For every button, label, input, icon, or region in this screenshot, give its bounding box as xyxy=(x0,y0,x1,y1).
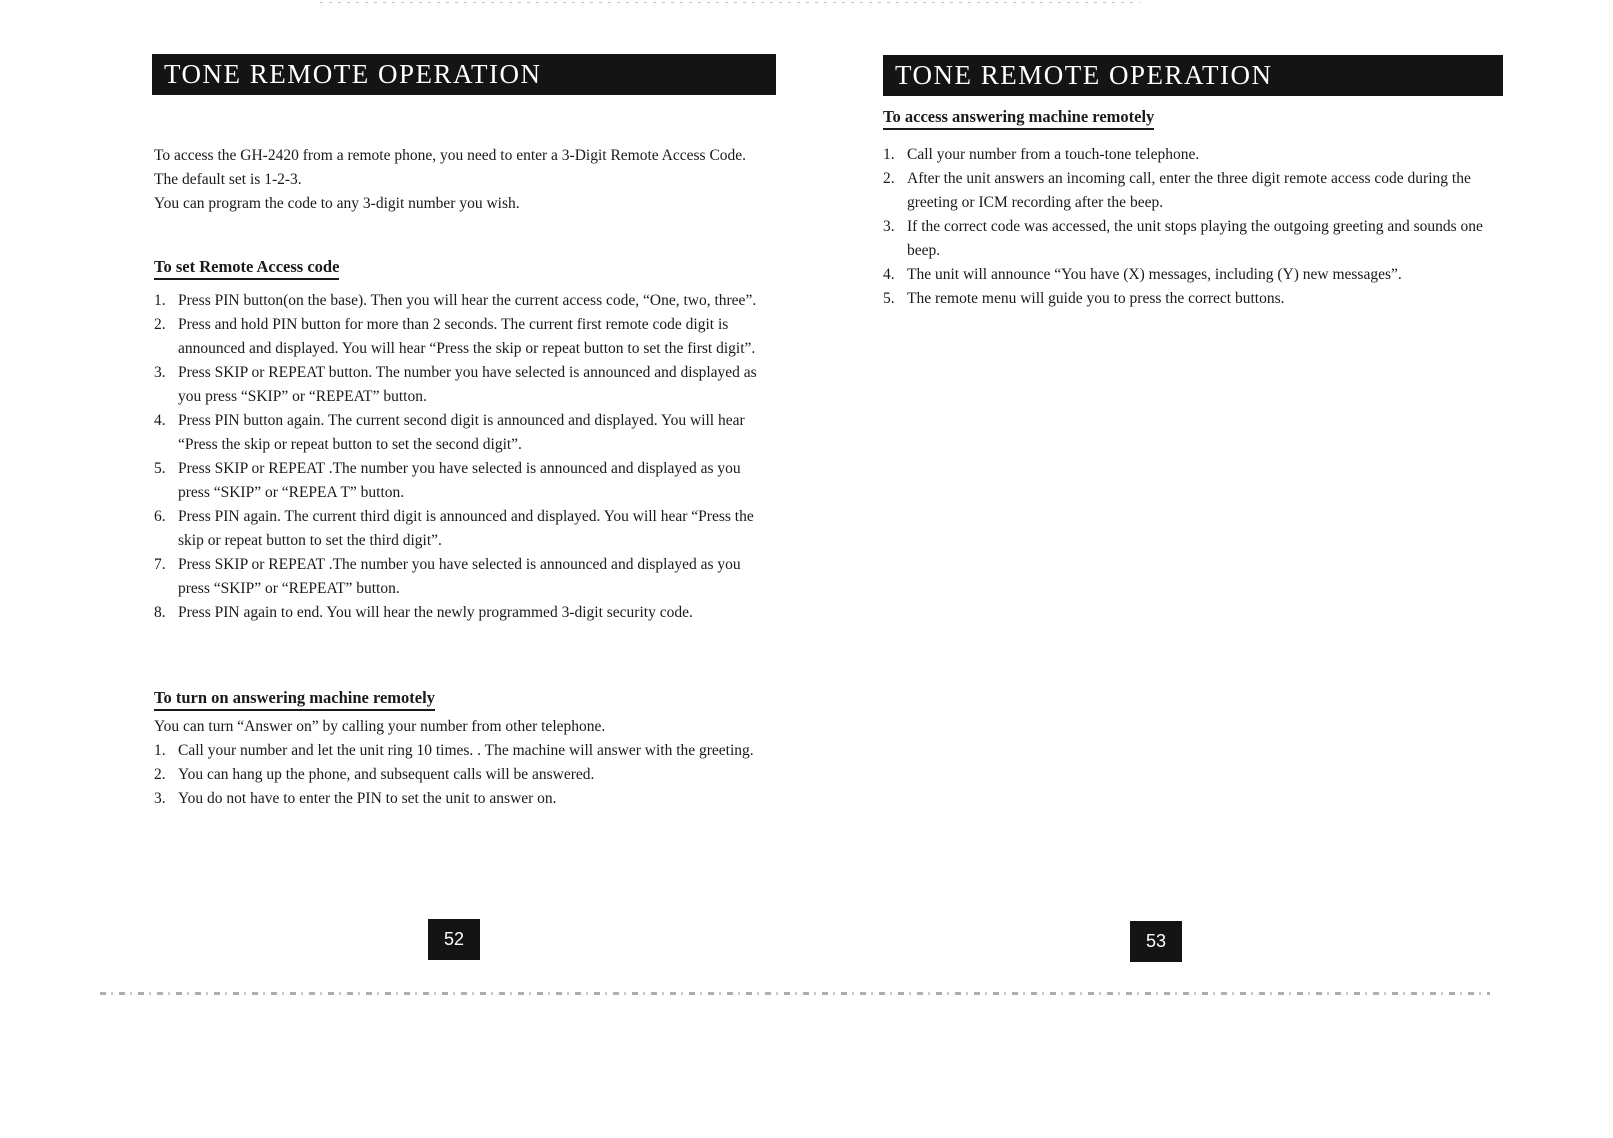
step-number: 5. xyxy=(154,460,166,477)
intro-paragraph: To access the GH-2420 from a remote phone, you need to enter a 3-Digit Remote Access Code. xyxy=(154,147,747,164)
step-item xyxy=(883,263,1503,287)
step-text: Press SKIP or REPEAT button. The number you have selected is announced and displayed as you press “SKIP” or “REPEAT” button. xyxy=(178,364,757,405)
step-item xyxy=(883,215,1503,263)
step-text: Press SKIP or REPEAT .The number you have selected is announced and displayed as you press “SKIP” or “REPEA T” button. xyxy=(178,460,741,501)
step-text: Press PIN again to end. You will hear the newly programmed 3-digit security code. xyxy=(178,604,693,621)
step-text: Press and hold PIN button for more than 2 seconds. The current first remote code digit is announced and displayed. You will hear “Press the skip or repeat button to set the first digit”. xyxy=(178,316,756,357)
step-text: After the unit answers an incoming call, enter the three digit remote access code during the greeting or ICM recording after the beep. xyxy=(907,170,1471,211)
intro-paragraph: You can program the code to any 3-digit number you wish. xyxy=(154,195,520,212)
step-item xyxy=(154,361,776,409)
step-text: Press SKIP or REPEAT .The number you have selected is announced and displayed as you press “SKIP” or “REPEAT” button. xyxy=(178,556,741,597)
turn-on-remotely-steps xyxy=(154,739,776,811)
step-number: 3. xyxy=(883,218,895,235)
step-number: 2. xyxy=(154,316,166,333)
set-remote-access-code-heading: To set Remote Access code xyxy=(154,257,339,280)
step-text: Press PIN button again. The current second digit is announced and displayed. You will hear “Press the skip or repeat button to set the second digit”. xyxy=(178,412,745,453)
step-item xyxy=(154,457,776,505)
page-number-left: 52 xyxy=(428,919,480,960)
step-number: 1. xyxy=(883,146,895,163)
step-item xyxy=(154,505,776,553)
access-remotely-heading: To access answering machine remotely xyxy=(883,107,1154,130)
step-text: If the correct code was accessed, the unit stops playing the outgoing greeting and sounds one beep. xyxy=(907,218,1483,259)
step-number: 2. xyxy=(154,766,166,783)
step-text: Call your number from a touch-tone telephone. xyxy=(907,146,1200,163)
step-number: 1. xyxy=(154,292,166,309)
step-item xyxy=(883,143,1503,167)
step-number: 2. xyxy=(883,170,895,187)
step-number: 1. xyxy=(154,742,166,759)
step-number: 6. xyxy=(154,508,166,525)
step-number: 8. xyxy=(154,604,166,621)
scan-artifact-top xyxy=(320,2,1140,3)
step-text: Call your number and let the unit ring 10 times. . The machine will answer with the greeting. xyxy=(178,742,754,759)
step-item xyxy=(154,739,776,763)
step-item xyxy=(154,601,776,625)
step-item xyxy=(883,287,1503,311)
step-text: Press PIN again. The current third digit is announced and displayed. You will hear “Press the skip or repeat button to set the third digit”. xyxy=(178,508,754,549)
intro-paragraph: The default set is 1-2-3. xyxy=(154,171,302,188)
step-text: The unit will announce “You have (X) messages, including (Y) new messages”. xyxy=(907,266,1402,283)
set-remote-access-code-steps xyxy=(154,289,776,625)
turn-on-remotely-intro: You can turn “Answer on” by calling your number from other telephone. xyxy=(154,718,606,735)
step-item xyxy=(154,763,776,787)
page-number-right: 53 xyxy=(1130,921,1182,962)
step-number: 4. xyxy=(154,412,166,429)
step-text: You do not have to enter the PIN to set the unit to answer on. xyxy=(178,790,557,807)
scan-artifact-bottom xyxy=(100,992,1490,995)
step-item xyxy=(154,313,776,361)
step-item xyxy=(883,167,1503,215)
right-page-header: TONE REMOTE OPERATION xyxy=(883,55,1503,96)
step-number: 7. xyxy=(154,556,166,573)
step-item xyxy=(154,409,776,457)
step-text: The remote menu will guide you to press the correct buttons. xyxy=(907,290,1285,307)
left-page-header: TONE REMOTE OPERATION xyxy=(152,54,776,95)
step-number: 3. xyxy=(154,364,166,381)
left-page-intro xyxy=(154,144,774,216)
turn-on-remotely-heading: To turn on answering machine remotely xyxy=(154,688,435,711)
step-item xyxy=(154,553,776,601)
step-number: 5. xyxy=(883,290,895,307)
step-item xyxy=(154,289,776,313)
step-number: 4. xyxy=(883,266,895,283)
step-item xyxy=(154,787,776,811)
step-text: Press PIN button(on the base). Then you will hear the current access code, “One, two, three”. xyxy=(178,292,757,309)
step-text: You can hang up the phone, and subsequent calls will be answered. xyxy=(178,766,595,783)
access-remotely-steps xyxy=(883,143,1503,311)
step-number: 3. xyxy=(154,790,166,807)
